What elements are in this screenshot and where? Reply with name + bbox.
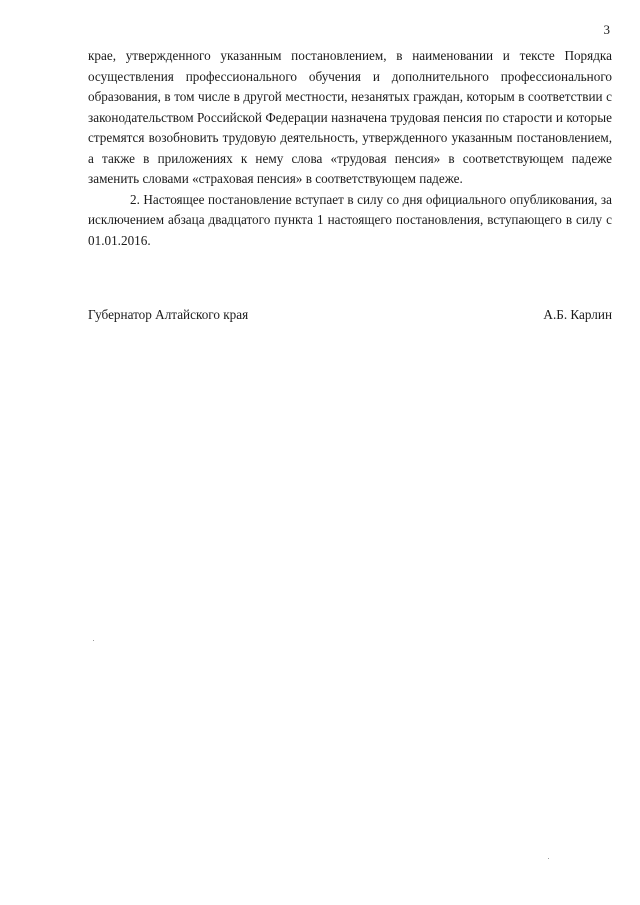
scan-speck xyxy=(548,858,549,859)
page-number: 3 xyxy=(603,22,610,37)
signature-block xyxy=(88,305,612,325)
scan-speck xyxy=(93,640,94,641)
paragraph-continuation: крае, утвержденного указанным постановлением, в наименовании и тексте Порядка осуществления профессионального обучения и дополнительного профессионального образования, в том числе в другой местности, незанятых граждан, которым в соответствии с законодательством Российской Федерации назначена трудовая пенсия по старости и которые стремятся возобновить трудовую деятельность, утвержденного указанным постановлением, а также в приложениях к нему слова «трудовая пенсия» в соответствующем падеже заменить словами «страховая пенсия» в соответствующем падеже. xyxy=(88,48,612,186)
paragraph-item-2: 2. Настоящее постановление вступает в силу со дня официального опубликования, за исключением абзаца двадцатого пункта 1 настоящего постановления, вступающего в силу с 01.01.2016. xyxy=(88,191,612,248)
document-body xyxy=(88,46,612,251)
signatory-name: А.Б. Карлин xyxy=(543,307,612,322)
signatory-position: Губернатор Алтайского края xyxy=(88,307,249,322)
